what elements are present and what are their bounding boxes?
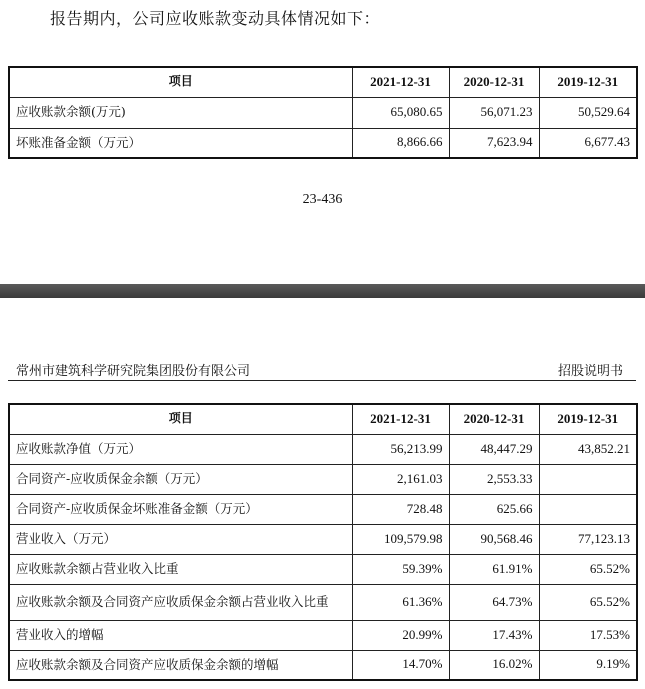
cell-value — [539, 494, 637, 524]
cell-value: 65,080.65 — [352, 97, 449, 128]
cell-value: 728.48 — [352, 494, 449, 524]
intro-text: 报告期内，公司应收账款变动具体情况如下： — [50, 9, 381, 28]
table-row — [9, 464, 637, 494]
header-2019: 2019-12-31 — [539, 404, 637, 434]
table-row — [9, 554, 637, 584]
row-label: 坏账准备金额（万元） — [9, 128, 352, 158]
cell-value: 2,553.33 — [449, 464, 539, 494]
cell-value: 17.43% — [449, 620, 539, 650]
header-rule — [8, 380, 636, 381]
cell-value: 77,123.13 — [539, 524, 637, 554]
table-row — [9, 434, 637, 464]
running-header-company: 常州市建筑科学研究院集团股份有限公司 — [16, 364, 251, 379]
cell-value: 8,866.66 — [352, 128, 449, 158]
page-separator — [0, 284, 645, 298]
running-header-doc-type: 招股说明书 — [557, 364, 623, 379]
cell-value: 14.70% — [352, 650, 449, 680]
row-label: 应收账款余额占营业收入比重 — [9, 554, 352, 584]
cell-value: 48,447.29 — [449, 434, 539, 464]
cell-value: 65.52% — [539, 554, 637, 584]
row-label: 营业收入的增幅 — [9, 620, 352, 650]
header-2020: 2020-12-31 — [449, 404, 539, 434]
table-row — [9, 494, 637, 524]
cell-value: 64.73% — [449, 584, 539, 620]
header-item: 项目 — [9, 67, 352, 97]
cell-value: 56,213.99 — [352, 434, 449, 464]
table-row — [9, 97, 637, 128]
cell-value: 7,623.94 — [449, 128, 539, 158]
cell-value: 2,161.03 — [352, 464, 449, 494]
cell-value: 625.66 — [449, 494, 539, 524]
cell-value: 20.99% — [352, 620, 449, 650]
table-header-row — [9, 67, 637, 97]
table-row — [9, 584, 637, 620]
cell-value: 43,852.21 — [539, 434, 637, 464]
header-2021: 2021-12-31 — [352, 67, 449, 97]
cell-value: 59.39% — [352, 554, 449, 584]
cell-value: 90,568.46 — [449, 524, 539, 554]
cell-value: 9.19% — [539, 650, 637, 680]
table-header-row — [9, 404, 637, 434]
row-label: 应收账款余额及合同资产应收质保金余额占营业收入比重 — [9, 584, 352, 620]
table-row — [9, 128, 637, 158]
row-label: 营业收入（万元） — [9, 524, 352, 554]
header-2020: 2020-12-31 — [449, 67, 539, 97]
cell-value: 109,579.98 — [352, 524, 449, 554]
cell-value: 6,677.43 — [539, 128, 637, 158]
row-label: 应收账款净值（万元） — [9, 434, 352, 464]
table-row — [9, 620, 637, 650]
page-number: 23-436 — [302, 192, 343, 207]
cell-value: 50,529.64 — [539, 97, 637, 128]
row-label: 应收账款余额(万元) — [9, 97, 352, 128]
table-row — [9, 524, 637, 554]
cell-value: 65.52% — [539, 584, 637, 620]
cell-value: 17.53% — [539, 620, 637, 650]
table-row — [9, 650, 637, 680]
cell-value: 61.36% — [352, 584, 449, 620]
header-2021: 2021-12-31 — [352, 404, 449, 434]
cell-value: 16.02% — [449, 650, 539, 680]
cell-value — [539, 464, 637, 494]
receivables-table — [8, 66, 638, 159]
receivables-ratio-table — [8, 403, 638, 681]
row-label: 合同资产-应收质保金坏账准备金额（万元） — [9, 494, 352, 524]
header-item: 项目 — [9, 404, 352, 434]
row-label: 应收账款余额及合同资产应收质保金余额的增幅 — [9, 650, 352, 680]
cell-value: 61.91% — [449, 554, 539, 584]
row-label: 合同资产-应收质保金余额（万元） — [9, 464, 352, 494]
header-2019: 2019-12-31 — [539, 67, 637, 97]
cell-value: 56,071.23 — [449, 97, 539, 128]
